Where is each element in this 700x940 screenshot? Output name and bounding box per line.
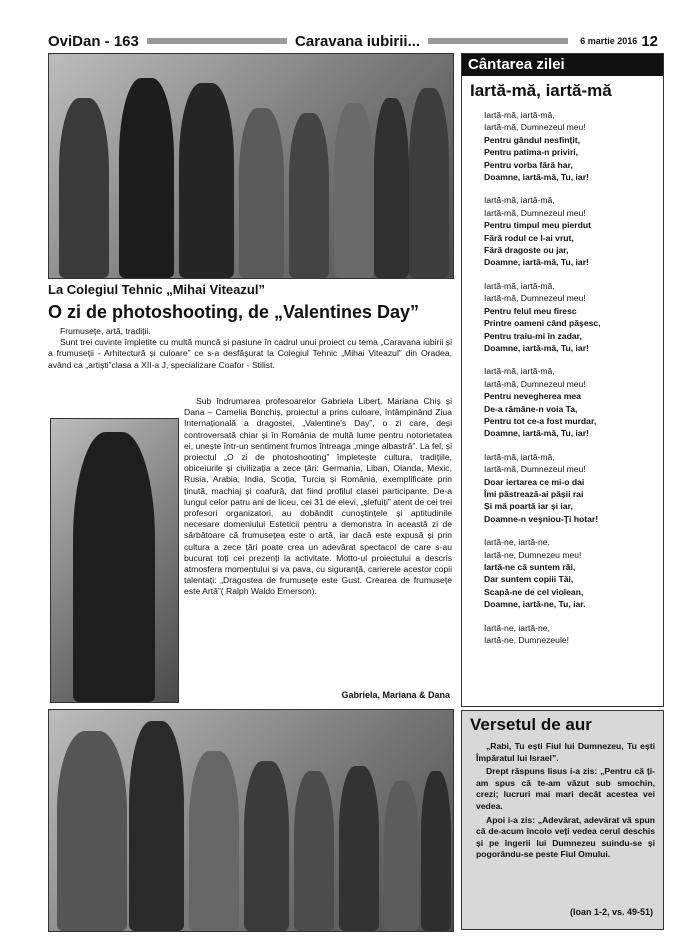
lyrics-line: Doamne, iartă-ne, Tu, iar. <box>484 599 586 610</box>
page-header <box>48 30 658 52</box>
lyrics-line: Pentru vorba fără har, <box>484 159 573 170</box>
lyrics-line: Doamne, iartă-mă, Tu, iar! <box>484 342 589 353</box>
song-title: Iartă-mă, iartă-mă <box>470 81 612 100</box>
article-signature: Gabriela, Mariana & Dana <box>341 690 450 700</box>
lyrics-line: Iartă-mă, iartă-mă, <box>484 195 555 206</box>
song-box-header: Cântarea zilei <box>462 54 663 76</box>
lyrics-line: Doamne, iartă-mă, Tu, iar! <box>484 428 589 439</box>
lyrics-line: Scapă-ne de cel violean, <box>484 586 584 597</box>
group-photo-bottom <box>48 709 454 932</box>
lyrics-line: Iartă-mă, Dumnezeul meu! <box>484 122 586 133</box>
header-rule-right <box>428 38 568 44</box>
lyrics-line: Iartă-mă, Dumnezeul meu! <box>484 207 586 218</box>
header-rule-left <box>147 38 287 44</box>
verse-reference: (Ioan 1-2, vs. 49-51) <box>569 907 653 917</box>
lyrics-line: De-a rămâne-n voia Ta, <box>484 403 578 414</box>
song-lyrics <box>462 109 663 646</box>
lyrics-line: Iartă-mă, Dumnezeul meu! <box>484 378 586 389</box>
lyrics-line: Pentru timpul meu pierdut <box>484 220 591 231</box>
verse-paragraph: Apoi i-a zis: „Adevărat, adevărat vă spun că de-acum încolo veți vedea cerul deschis și pe îngerii lui Dumnezeu suindu-se și pogorându-se peste Fiul Omului. <box>476 814 655 860</box>
lyrics-line: Iartă-mă, iartă-mă, <box>484 366 555 377</box>
verse-paragraph: „Rabi, Tu ești Fiul lui Dumnezeu, Tu ești Împăratul lui Israel”. <box>476 741 655 763</box>
lyrics-stanza <box>484 194 663 268</box>
lyrics-line: Pentru felul meu firesc <box>484 305 577 316</box>
article-kicker: La Colegiul Tehnic „Mihai Viteazul” <box>48 282 265 297</box>
lyrics-line: Pentru traiu-mi în zadar, <box>484 330 582 341</box>
page-number: 12 <box>641 32 658 50</box>
lyrics-line: Iartă-mă, Dumnezeul meu! <box>484 464 586 475</box>
lyrics-line: Pentru patima-n priviri, <box>484 147 579 158</box>
group-photo-top <box>48 53 454 279</box>
lyrics-line: Pentru nevegherea mea <box>484 391 581 402</box>
song-of-the-day-box <box>461 53 664 707</box>
lyrics-line: Iartă-mă, iartă-mă, <box>484 110 555 120</box>
lyrics-line: Iartă-ne că suntem răi, <box>484 562 576 572</box>
article-intro <box>48 326 452 371</box>
lyrics-line: Printre oameni când păşesc, <box>484 318 601 329</box>
lyrics-line: Doar iertarea ce mi-o dai <box>484 476 585 487</box>
lyrics-stanza <box>484 365 663 439</box>
article-paragraph: Frumusețe, artă, tradiții. <box>60 326 151 336</box>
article-paragraph: Sub îndrumarea profesoarelor Gabriela Liberț, Mariana Chiș și Dana – Camelia Bonchiș, proiectul a prins culoare, întâmpinând Ziua Internațională a dragostei, „Valentine's Day”, o zi care, deși controversată chiar și în România de multă lume pentru notorietatea ei, unește într-un sentiment frumos întreaga „minge albastră”. La fel, și proiectul „O zi de photoshooting” împletește cultura, tradițiile, obiceiurile și civilizația a zece țări: Germania, Liban, Olanda, Mexic, Rusia, Arabia, India, Scoția, Turcia și România, exemplificate prin ținută, machiaj și coafură, dat fiind profilul clasei participante. De-a lungul celor patru ani de liceu, cei 31 de elevi, „șlefuiți” atent de cei trei profesori organizatori, au dobândit cunoștințele și aptitudinile necesare domeniului Esteticii pentru a demonstra în această zi de sărbătoare că frumusețea este o artă, iar dacă este expusă și prin cultura a zece țări poate crea un adevărat spectacol de care s-au bucurat toți cei prezenți la activitate. Motto-ul proiectului a descris atmosfera momentului și va pava, cu siguranță, carierele acestor copii talentați: „Dragostea de frumusețe este Gust. Crearea de frumusețe este Artă”( Ralph Waldo Emerson). <box>184 396 452 597</box>
lyrics-stanza <box>484 280 663 354</box>
lyrics-stanza <box>484 109 663 183</box>
article-title: O zi de photoshooting, de „Valentines Day” <box>48 302 420 322</box>
lyrics-line: Iartă-ne, iartă-ne, <box>484 537 550 548</box>
lyrics-line: Și mă poartă iar și iar, <box>484 501 573 512</box>
lyrics-line: Iartă-mă, iartă-mă, <box>484 280 555 291</box>
verse-paragraph: Drept răspuns Iisus i-a zis: „Pentru că ți-am spus că te-am văzut sub smochin, crezi; lucruri mai mari decât acestea vei vedea. <box>476 766 655 811</box>
lyrics-line: Pentru tot ce-a fost murdar, <box>484 415 597 426</box>
lyrics-line: Iartă-ne, Dumnezeule! <box>484 635 570 646</box>
article-body <box>184 396 452 686</box>
lyrics-stanza <box>484 622 663 647</box>
lyrics-stanza <box>484 451 663 525</box>
lyrics-line: Doamne, iartă-mă, Tu, iar! <box>484 172 589 183</box>
lyrics-line: Iartă-mă, Dumnezeul meu! <box>484 293 586 304</box>
lyrics-line: Iartă-ne, Dumnezeu meu! <box>484 549 582 560</box>
header-title: Caravana iubirii... <box>295 32 421 50</box>
article-paragraph: Sunt trei cuvinte împletite cu multă muncă și pasiune în cadrul unui proiect cu tema „Caravana iubirii și a frumuseții - Arhitectură și culoare” ce s-a desfășurat la Colegiul Tehnic „Mihai Viteazul” din Oradea, având ca „artiști”clasa a XII-a J, specializare Coafor - Stilist. <box>48 337 452 370</box>
lyrics-stanza <box>484 536 663 610</box>
issue-date: 6 martie 2016 <box>580 36 638 46</box>
lyrics-line: Dar suntem copiii Tăi, <box>484 574 574 585</box>
lyrics-line: Doamne, iartă-mă, Tu, iar! <box>484 257 589 268</box>
lyrics-line: Fără dragoste ou jar, <box>484 245 569 256</box>
golden-verse-text <box>462 737 663 861</box>
lyrics-line: Fără rodul ce l-ai vrut, <box>484 232 574 243</box>
lyrics-line: Îmi păstrează-ai pășii rai <box>484 488 584 499</box>
lyrics-line: Iartă-ne, iartă-ne, <box>484 622 550 633</box>
golden-verse-title: Versetul de aur <box>470 715 592 734</box>
lyrics-line: Pentru gândul nesfințit, <box>484 134 580 145</box>
golden-verse-box <box>461 710 664 930</box>
portrait-photo <box>50 418 179 703</box>
lyrics-line: Doamne-n veşniou-Ţi hotar! <box>484 513 599 524</box>
section-name: OviDan - 163 <box>48 32 139 50</box>
lyrics-line: Iartă-mă, iartă-mă, <box>484 451 555 462</box>
